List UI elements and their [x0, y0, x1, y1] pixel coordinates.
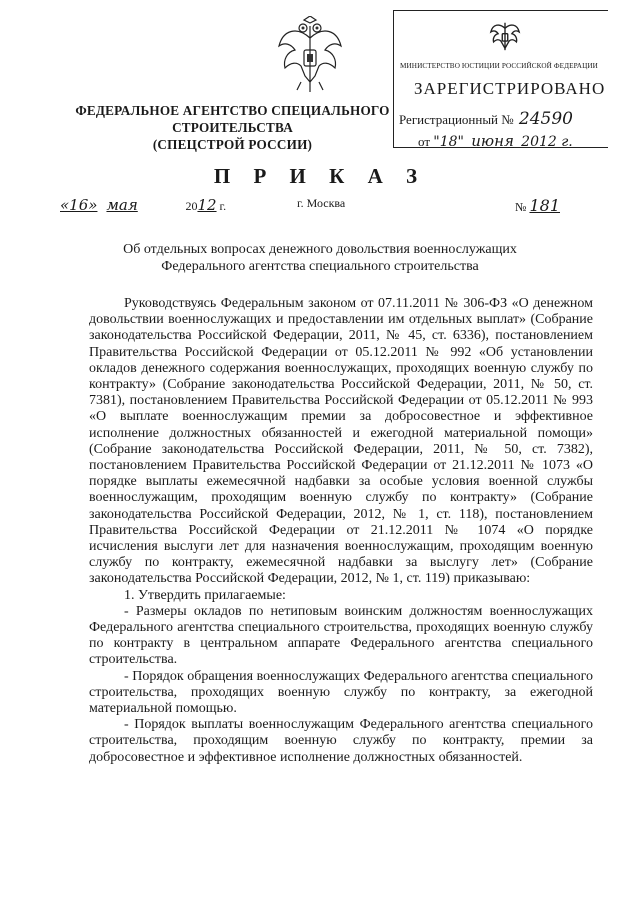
preamble-paragraph: Руководствуясь Федеральным законом от 07.11.2011 № 306-ФЗ «О денежном довольствии военнослужащих и предоставлении им отдельных выплат» (Собрание законодательства Российской Федерации, 2011, № 45, ст. 6336), постановлением Правительства Российской Федерации от 05.12.2011 № 992 «Об установлении окладов денежного содержания военнослужащих, проходящих военную службу по контракту» (Собрание законодательства Российской Федерации, 2011, № 50, ст. 7381), постановлением Правительства Российской Федерации от 05.12.2011 № 993 «О выплате военнослужащим премии за добросовестное и эффективное исполнение должностных обязанностей и ежегодной материальной помощи» (Собрание законодательства Российской Федерации, 2011, № 50, ст. 7382), постановлением Правительства Российской Федерации от 21.12.2011 № 1073 «О порядке выплаты ежемесячной надбавки за особые условия военной службы военнослужащим, проходящим военную службу по контракту» (Собрание законодательства Российской Федерации, 2012, № 1, ст. 118), постановлением Правительства Российской Федерации от 21.12.2011 № 1074 «О порядке исчисления выслуги лет для назначения военнослужащим, проходящим военную службу по контракту, ежемесячной надбавки за выслугу лет» (Собрание законодательства Российской Федерации, 2012, № 1, ст. 119) приказываю:: [89, 296, 593, 587]
document-city: г. Москва: [297, 196, 346, 210]
registration-stamp: [393, 10, 608, 148]
coat-of-arms-icon: [275, 16, 345, 94]
subject-line1: Об отдельных вопросах денежного довольствия военнослужащих: [123, 242, 517, 257]
agency-name-line1: ФЕДЕРАЛЬНОЕ АГЕНТСТВО СПЕЦИАЛЬНОГО СТРОИТЕЛЬСТВА: [75, 103, 390, 135]
document-type: П Р И К А З: [213, 164, 427, 188]
document-subject: [90, 241, 550, 275]
document-date-day: «16»: [60, 196, 98, 214]
stamp-ministry: МИНИСТЕРСТВО ЮСТИЦИИ РОССИЙСКОЙ ФЕДЕРАЦИИ: [400, 62, 598, 70]
subject-line2: Федерального агентства специального строительства: [161, 259, 479, 274]
document-date-year-unit: г.: [219, 199, 227, 213]
document-number-label: №: [515, 200, 527, 214]
stamp-date: [418, 132, 573, 150]
subitem-1: - Размеры окладов по нетиповым воинским должностям военнослужащих Федерального агентства специального строительства, проходящих военную службу по контракту в центральном аппарате Федерального агентства специального строительства.: [89, 603, 593, 668]
stamp-date-year: 2012 г.: [521, 134, 573, 150]
stamp-date-month: июня: [471, 132, 514, 150]
document-date-year-suffix: 12: [197, 196, 217, 214]
agency-name-line2: (СПЕЦСТРОЙ РОССИИ): [152, 137, 313, 152]
document-date-month: мая: [106, 196, 138, 214]
stamp-reg-number: 24590: [518, 109, 574, 129]
stamp-reg-line: [399, 109, 573, 129]
document-body: [89, 296, 593, 766]
subitem-2: - Порядок обращения военнослужащих Федерального агентства специального строительства, проходящих военную службу по контракту, за ежегодной материальной помощью.: [89, 668, 593, 717]
document-number-value: 181: [529, 196, 560, 215]
subitem-3: - Порядок выплаты военнослужащим Федерального агентства специального строительства, проходящим военную службу по контракту, премии за добросовестное и эффективное исполнение должностных обязанностей.: [89, 717, 593, 765]
document-date-year-prefix: 20: [185, 199, 198, 213]
document-number: [515, 196, 569, 215]
agency-name: [60, 102, 405, 153]
stamp-reg-label: Регистрационный №: [399, 112, 514, 127]
stamp-status: ЗАРЕГИСТРИРОВАНО: [414, 79, 606, 98]
stamp-emblem-icon: [489, 17, 521, 55]
stamp-date-day: "18": [433, 134, 464, 150]
document-date: [60, 196, 226, 214]
stamp-date-prefix: от: [418, 134, 431, 149]
item-1: 1. Утвердить прилагаемые:: [124, 587, 286, 603]
